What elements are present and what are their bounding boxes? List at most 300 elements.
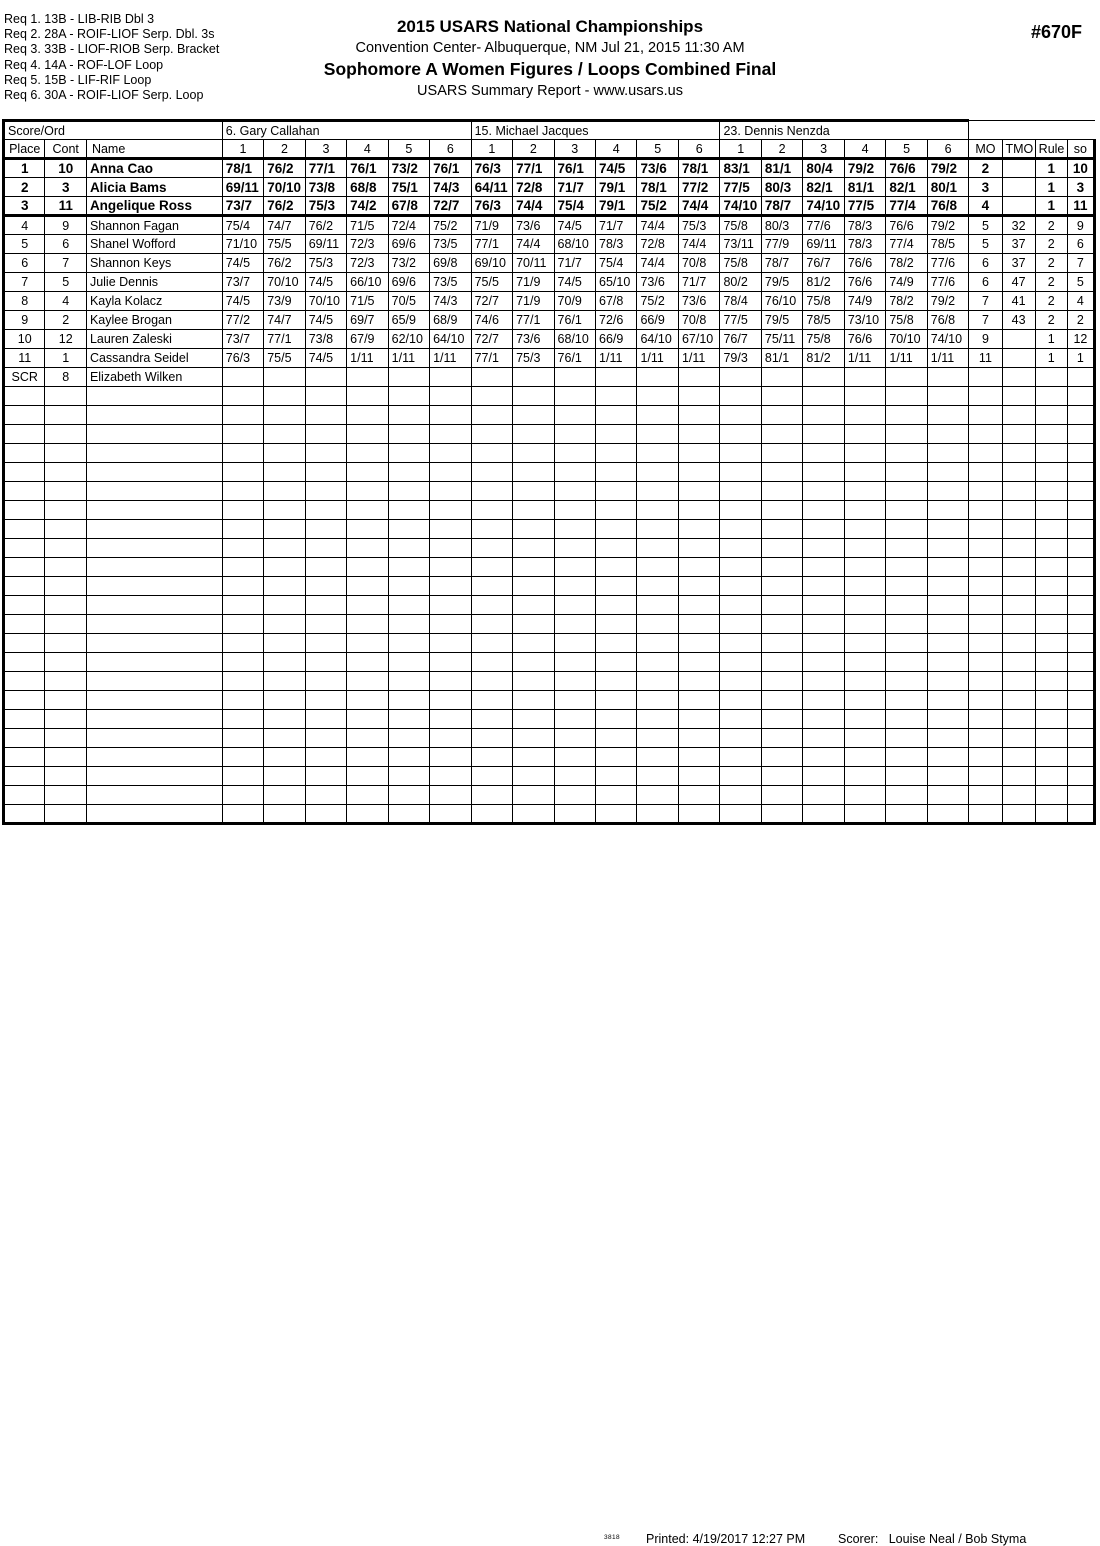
cell-judge1-req1: 73/7	[222, 197, 263, 216]
cell-judge1-req5: 62/10	[388, 330, 429, 349]
empty-cell	[803, 520, 844, 539]
empty-cell	[264, 406, 305, 425]
cell-judge2-req2: 73/6	[513, 216, 554, 235]
empty-cell	[554, 691, 595, 710]
empty-row	[4, 444, 1095, 463]
empty-cell	[222, 615, 263, 634]
empty-cell	[1035, 691, 1067, 710]
empty-cell	[264, 482, 305, 501]
cell-judge2-req4: 74/5	[596, 159, 637, 178]
empty-cell	[471, 672, 512, 691]
cell-judge1-req6: 75/2	[430, 216, 472, 235]
col-header-j2-2: 2	[513, 140, 554, 159]
cell-judge3-req4: 78/3	[844, 235, 885, 254]
empty-cell	[969, 653, 1002, 672]
empty-cell	[637, 729, 678, 748]
empty-cell	[86, 539, 222, 558]
cell-name: Kaylee Brogan	[86, 311, 222, 330]
empty-cell	[554, 577, 595, 596]
cell-judge1-req6: 68/9	[430, 311, 472, 330]
empty-cell	[471, 615, 512, 634]
empty-row	[4, 558, 1095, 577]
empty-cell	[513, 672, 554, 691]
empty-cell	[637, 672, 678, 691]
printed-value: 4/19/2017 12:27 PM	[692, 1532, 806, 1546]
cell-judge1-req3	[305, 368, 346, 387]
empty-cell	[844, 634, 885, 653]
cell-judge2-req4: 72/6	[596, 311, 637, 330]
empty-cell	[513, 558, 554, 577]
empty-cell	[886, 710, 927, 729]
cell-judge2-req2: 72/8	[513, 178, 554, 197]
empty-cell	[803, 463, 844, 482]
empty-cell	[86, 710, 222, 729]
empty-cell	[969, 539, 1002, 558]
cell-judge2-req5: 73/6	[637, 159, 678, 178]
empty-cell	[430, 805, 472, 824]
cell-rule: 2	[1035, 292, 1067, 311]
cell-mo: 6	[969, 254, 1002, 273]
cell-judge2-req3: 76/1	[554, 349, 595, 368]
col-header-j2-5: 5	[637, 140, 678, 159]
empty-cell	[554, 729, 595, 748]
empty-cell	[471, 501, 512, 520]
cell-judge1-req2: 76/2	[264, 254, 305, 273]
empty-cell	[86, 634, 222, 653]
cell-tmo	[1002, 178, 1035, 197]
empty-cell	[513, 425, 554, 444]
judge-group-header-row	[4, 121, 1095, 140]
empty-cell	[554, 406, 595, 425]
scorer-value: Louise Neal / Bob Styma	[888, 1532, 1027, 1546]
cell-judge3-req2: 78/7	[761, 254, 802, 273]
cell-rule: 2	[1035, 235, 1067, 254]
results-table	[2, 119, 1096, 825]
empty-cell	[305, 653, 346, 672]
cell-judge1-req2: 74/7	[264, 311, 305, 330]
cell-judge1-req1: 75/4	[222, 216, 263, 235]
empty-cell	[637, 653, 678, 672]
table-row	[4, 273, 1095, 292]
cell-so: 10	[1067, 159, 1094, 178]
cell-judge2-req1: 76/3	[471, 159, 512, 178]
cell-judge3-req1: 77/5	[720, 311, 761, 330]
empty-cell	[554, 501, 595, 520]
table-row	[4, 178, 1095, 197]
empty-cell	[264, 558, 305, 577]
empty-cell	[430, 691, 472, 710]
printed-label: Printed:	[646, 1532, 690, 1546]
requirement-item: Req 4. 14A - ROF-LOF Loop	[4, 57, 164, 72]
empty-cell	[264, 615, 305, 634]
empty-cell	[513, 539, 554, 558]
empty-cell	[1002, 653, 1035, 672]
empty-cell	[886, 596, 927, 615]
empty-cell	[844, 729, 885, 748]
cell-rule: 1	[1035, 349, 1067, 368]
col-header-j1-1: 1	[222, 140, 263, 159]
table-row	[4, 330, 1095, 349]
empty-cell	[471, 482, 512, 501]
cell-judge1-req4: 68/8	[347, 178, 388, 197]
empty-row	[4, 406, 1095, 425]
empty-cell	[430, 596, 472, 615]
empty-cell	[927, 463, 969, 482]
empty-cell	[430, 710, 472, 729]
empty-cell	[222, 596, 263, 615]
empty-cell	[471, 634, 512, 653]
cell-judge2-req6: 77/2	[678, 178, 719, 197]
empty-cell	[222, 805, 263, 824]
empty-cell	[720, 691, 761, 710]
cell-so: 9	[1067, 216, 1094, 235]
empty-cell	[844, 387, 885, 406]
empty-cell	[388, 425, 429, 444]
empty-cell	[388, 387, 429, 406]
empty-row	[4, 615, 1095, 634]
cell-mo: 5	[969, 216, 1002, 235]
cell-judge3-req2: 78/7	[761, 197, 802, 216]
cell-judge1-req4	[347, 368, 388, 387]
empty-cell	[1035, 672, 1067, 691]
empty-cell	[554, 653, 595, 672]
empty-cell	[554, 596, 595, 615]
cell-judge1-req3: 75/3	[305, 254, 346, 273]
empty-cell	[86, 558, 222, 577]
cell-judge3-req2: 80/3	[761, 216, 802, 235]
col-header-j3-1: 1	[720, 140, 761, 159]
empty-cell	[761, 558, 802, 577]
empty-cell	[513, 387, 554, 406]
empty-cell	[927, 805, 969, 824]
cell-judge2-req1: 64/11	[471, 178, 512, 197]
empty-cell	[1002, 615, 1035, 634]
cell-judge3-req4: 79/2	[844, 159, 885, 178]
empty-cell	[678, 387, 719, 406]
cell-judge3-req1: 74/10	[720, 197, 761, 216]
empty-cell	[347, 463, 388, 482]
cell-cont: 4	[45, 292, 86, 311]
empty-cell	[45, 501, 86, 520]
empty-cell	[844, 805, 885, 824]
empty-cell	[596, 615, 637, 634]
empty-cell	[927, 596, 969, 615]
cell-judge2-req2: 71/9	[513, 273, 554, 292]
empty-cell	[886, 539, 927, 558]
empty-cell	[471, 406, 512, 425]
col-header-j2-1: 1	[471, 140, 512, 159]
empty-cell	[264, 634, 305, 653]
cell-cont: 5	[45, 273, 86, 292]
empty-cell	[1035, 482, 1067, 501]
empty-cell	[554, 539, 595, 558]
cell-judge2-req6: 75/3	[678, 216, 719, 235]
cell-so: 1	[1067, 349, 1094, 368]
cell-judge3-req1: 80/2	[720, 273, 761, 292]
empty-cell	[305, 425, 346, 444]
empty-cell	[886, 406, 927, 425]
empty-cell	[1002, 444, 1035, 463]
cell-judge2-req3: 71/7	[554, 254, 595, 273]
empty-cell	[305, 672, 346, 691]
cell-judge2-req6: 67/10	[678, 330, 719, 349]
empty-cell	[678, 482, 719, 501]
empty-cell	[45, 425, 86, 444]
cell-place: 2	[4, 178, 45, 197]
empty-cell	[388, 805, 429, 824]
cell-judge1-req3: 70/10	[305, 292, 346, 311]
empty-cell	[347, 615, 388, 634]
cell-judge1-req2: 73/9	[264, 292, 305, 311]
empty-cell	[596, 691, 637, 710]
cell-place: 3	[4, 197, 45, 216]
footer-code: 3818	[604, 1534, 621, 1541]
cell-judge2-req5	[637, 368, 678, 387]
empty-cell	[471, 653, 512, 672]
empty-cell	[4, 672, 45, 691]
empty-cell	[264, 672, 305, 691]
empty-cell	[513, 463, 554, 482]
empty-cell	[554, 482, 595, 501]
empty-cell	[886, 463, 927, 482]
empty-cell	[86, 482, 222, 501]
empty-cell	[45, 482, 86, 501]
empty-cell	[761, 691, 802, 710]
empty-cell	[388, 406, 429, 425]
empty-cell	[637, 634, 678, 653]
col-header-place: Place	[4, 140, 45, 159]
empty-cell	[1035, 425, 1067, 444]
empty-cell	[596, 444, 637, 463]
empty-cell	[969, 558, 1002, 577]
empty-cell	[1067, 482, 1094, 501]
empty-cell	[969, 672, 1002, 691]
cell-judge1-req1	[222, 368, 263, 387]
empty-cell	[86, 691, 222, 710]
cell-judge1-req3: 76/2	[305, 216, 346, 235]
cell-judge3-req2: 79/5	[761, 273, 802, 292]
cell-judge1-req3: 74/5	[305, 311, 346, 330]
empty-cell	[1067, 710, 1094, 729]
empty-cell	[347, 805, 388, 824]
cell-judge3-req5: 78/2	[886, 254, 927, 273]
cell-judge1-req4: 76/1	[347, 159, 388, 178]
cell-judge2-req4: 1/11	[596, 349, 637, 368]
cell-judge2-req1: 72/7	[471, 330, 512, 349]
empty-cell	[86, 615, 222, 634]
empty-cell	[264, 577, 305, 596]
empty-cell	[471, 558, 512, 577]
empty-cell	[305, 596, 346, 615]
cell-judge1-req5: 65/9	[388, 311, 429, 330]
cell-judge2-req1: 75/5	[471, 273, 512, 292]
cell-so: 5	[1067, 273, 1094, 292]
cell-cont: 2	[45, 311, 86, 330]
cell-judge3-req2: 80/3	[761, 178, 802, 197]
cell-judge3-req4: 78/3	[844, 216, 885, 235]
empty-cell	[761, 577, 802, 596]
cell-judge3-req4	[844, 368, 885, 387]
cell-judge2-req1: 76/3	[471, 197, 512, 216]
cell-judge2-req3: 75/4	[554, 197, 595, 216]
cell-tmo: 47	[1002, 273, 1035, 292]
cell-judge3-req6: 79/2	[927, 216, 969, 235]
empty-cell	[678, 406, 719, 425]
report-subtitle: USARS Summary Report - www.usars.us	[417, 83, 683, 99]
empty-cell	[720, 672, 761, 691]
empty-cell	[222, 653, 263, 672]
cell-judge3-req6: 1/11	[927, 349, 969, 368]
empty-cell	[471, 444, 512, 463]
empty-cell	[264, 520, 305, 539]
empty-cell	[720, 558, 761, 577]
empty-cell	[678, 501, 719, 520]
empty-cell	[4, 577, 45, 596]
cell-judge1-req4: 71/5	[347, 216, 388, 235]
cell-place: 1	[4, 159, 45, 178]
empty-cell	[264, 691, 305, 710]
empty-cell	[720, 425, 761, 444]
col-header-so: so	[1067, 140, 1094, 159]
empty-cell	[86, 577, 222, 596]
cell-place: 11	[4, 349, 45, 368]
cell-judge1-req4: 69/7	[347, 311, 388, 330]
empty-cell	[678, 425, 719, 444]
cell-judge3-req1: 79/3	[720, 349, 761, 368]
empty-cell	[471, 577, 512, 596]
cell-judge3-req5: 82/1	[886, 178, 927, 197]
cell-so: 3	[1067, 178, 1094, 197]
cell-judge2-req1	[471, 368, 512, 387]
empty-cell	[45, 387, 86, 406]
empty-cell	[1067, 634, 1094, 653]
empty-cell	[305, 482, 346, 501]
empty-cell	[513, 805, 554, 824]
empty-cell	[305, 729, 346, 748]
cell-judge2-req6: 78/1	[678, 159, 719, 178]
empty-cell	[596, 672, 637, 691]
cell-judge3-req5: 74/9	[886, 273, 927, 292]
empty-cell	[927, 501, 969, 520]
empty-cell	[86, 387, 222, 406]
empty-row	[4, 520, 1095, 539]
empty-cell	[637, 387, 678, 406]
empty-cell	[1002, 520, 1035, 539]
empty-cell	[927, 634, 969, 653]
empty-cell	[264, 596, 305, 615]
cell-judge1-req5: 72/4	[388, 216, 429, 235]
empty-cell	[388, 482, 429, 501]
empty-cell	[886, 425, 927, 444]
empty-cell	[761, 596, 802, 615]
empty-cell	[844, 615, 885, 634]
requirement-item: Req 6. 30A - ROIF-LIOF Serp. Loop	[4, 88, 204, 103]
empty-cell	[4, 710, 45, 729]
cell-judge1-req5: 73/2	[388, 254, 429, 273]
empty-cell	[554, 615, 595, 634]
requirement-item: Req 3. 33B - LIOF-RIOB Serp. Bracket	[4, 42, 220, 57]
empty-cell	[844, 425, 885, 444]
cell-judge1-req2: 74/7	[264, 216, 305, 235]
col-header-j1-2: 2	[264, 140, 305, 159]
empty-cell	[305, 387, 346, 406]
cell-judge3-req1: 83/1	[720, 159, 761, 178]
cell-judge3-req5: 77/4	[886, 235, 927, 254]
empty-cell	[927, 710, 969, 729]
cell-judge1-req6: 74/3	[430, 292, 472, 311]
empty-cell	[1002, 425, 1035, 444]
empty-cell	[1067, 558, 1094, 577]
empty-cell	[596, 482, 637, 501]
cell-mo: 7	[969, 292, 1002, 311]
empty-cell	[844, 691, 885, 710]
scorer-label: Scorer:	[838, 1532, 879, 1546]
empty-cell	[927, 729, 969, 748]
col-header-cont: Cont	[45, 140, 86, 159]
cell-judge1-req6: 73/5	[430, 235, 472, 254]
cell-judge3-req5	[886, 368, 927, 387]
empty-cell	[761, 634, 802, 653]
empty-cell	[471, 805, 512, 824]
cell-judge3-req6: 80/1	[927, 178, 969, 197]
cell-judge2-req2: 75/3	[513, 349, 554, 368]
cell-judge3-req1: 78/4	[720, 292, 761, 311]
empty-cell	[388, 634, 429, 653]
empty-cell	[969, 501, 1002, 520]
empty-cell	[761, 672, 802, 691]
empty-cell	[969, 615, 1002, 634]
empty-cell	[264, 729, 305, 748]
cell-judge3-req3: 76/7	[803, 254, 844, 273]
judge-header-1: 6. Gary Callahan	[222, 121, 471, 140]
cell-judge3-req3: 81/2	[803, 273, 844, 292]
empty-cell	[264, 387, 305, 406]
empty-cell	[969, 387, 1002, 406]
cell-judge1-req4: 72/3	[347, 254, 388, 273]
empty-cell	[388, 577, 429, 596]
col-header-j3-3: 3	[803, 140, 844, 159]
cell-judge2-req3: 74/5	[554, 273, 595, 292]
cell-judge2-req1: 77/1	[471, 235, 512, 254]
cell-name: Lauren Zaleski	[86, 330, 222, 349]
cell-judge3-req3	[803, 368, 844, 387]
empty-cell	[596, 710, 637, 729]
empty-cell	[305, 710, 346, 729]
empty-cell	[264, 805, 305, 824]
empty-cell	[1067, 672, 1094, 691]
cell-judge2-req3: 76/1	[554, 159, 595, 178]
cell-so: 4	[1067, 292, 1094, 311]
empty-cell	[886, 634, 927, 653]
empty-cell	[1067, 596, 1094, 615]
empty-cell	[471, 691, 512, 710]
empty-cell	[596, 501, 637, 520]
empty-cell	[347, 577, 388, 596]
empty-cell	[596, 520, 637, 539]
empty-cell	[471, 729, 512, 748]
cell-judge2-req5: 74/4	[637, 216, 678, 235]
cell-judge2-req2: 77/1	[513, 311, 554, 330]
empty-cell	[305, 539, 346, 558]
empty-cell	[886, 577, 927, 596]
empty-cell	[4, 539, 45, 558]
empty-cell	[720, 596, 761, 615]
cell-rule: 1	[1035, 330, 1067, 349]
empty-cell	[803, 444, 844, 463]
empty-cell	[4, 406, 45, 425]
cell-tmo: 37	[1002, 235, 1035, 254]
cell-judge3-req1: 75/8	[720, 254, 761, 273]
